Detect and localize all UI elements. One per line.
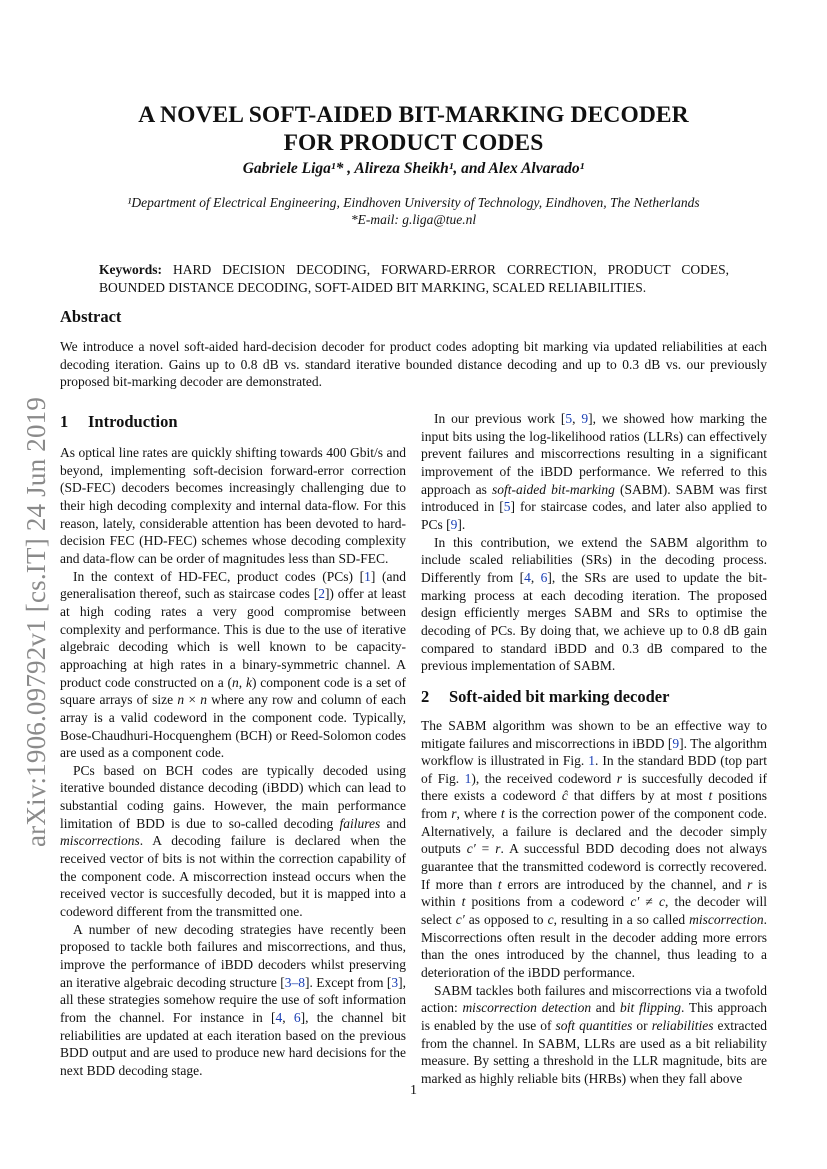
paper-title-line-1: A NOVEL SOFT-AIDED BIT-MARKING DECODER xyxy=(138,102,689,128)
abstract-heading: Abstract xyxy=(60,307,122,326)
keywords-text: HARD DECISION DECODING, FORWARD-ERROR CORRECTION, PRODUCT CODES, BOUNDED DISTANCE DECODING, SOFT-AIDED BIT MARKING, SCALED RELIABILITIES. xyxy=(99,262,729,295)
paragraph: SABM tackles both failures and miscorrections via a twofold action: miscorrection detection and bit flipping. This approach is enabled by the use of soft quantities or reliabilities extracted from the channel. In SABM, LLRs are used as a bit reliability measure. By setting a threshold in the LLR magnitude, bits are marked as highly reliable bits (HRBs) when they fall above xyxy=(421,982,767,1086)
arxiv-stamp-text: arXiv:1906.09792v1 [cs.IT] 24 Jun 2019 xyxy=(21,396,51,847)
arxiv-identifier-stamp xyxy=(10,380,56,850)
section-number: 2 xyxy=(421,686,430,706)
paragraph: A number of new decoding strategies have recently been proposed to tackle both failures and miscorrections, and thus, improve the performance of iBDD decoders whilst preserving an iterative algebraic decoding structure [3–8]. Except from [3], all these strategies somehow require the use of soft information from the channel. For instance in [4, 6], the channel bit reliabilities are updated at each iteration based on the previous BDD output and are used to produce new hard decisions for the next BDD decoding stage. xyxy=(60,921,406,1078)
paragraph: The SABM algorithm was shown to be an effective way to mitigate failures and miscorrections in iBDD [9]. The algorithm workflow is illustrated in Fig. 1. In the standard BDD (top part of Fig. 1), the received codeword r is succesfully decoded if there exists a codeword ĉ that differs by at most t positions from r, where t is the correction power of the component code. Alternatively, a failure is declared and the decoder simply outputs c′ = r. A successful BDD decoding does not always guarantee that the transmitted codeword is correctly recovered. If more than t errors are introduced by the channel, and r is within t positions from a codeword c′ ≠ c, the decoder will select c′ as opposed to c, resulting in a so called miscorrection. Miscorrections often result in the decoder adding more errors than the ones introduced by the channel, thus leading to a deterioration of the iBDD performance. xyxy=(421,717,768,981)
paragraph: In our previous work [5, 9], we showed how marking the input bits using the log-likelihood ratios (LLRs) can effectively prevent failures and miscorrections resulting in a significant improvement of the iBDD performance. We referred to this approach as soft-aided bit-marking (SABM). SABM was first introduced in [5] for staircase codes, and later also applied to PCs [9]. xyxy=(421,411,768,532)
paragraph: In this contribution, we extend the SABM algorithm to include scaled reliabilities (SRs) in the decoding process. Differently from [4, 6], the SRs are used to update the bit-marking process at each decoding iteration. The proposed design efficiently merges SABM and SRs to optimise the decoding of PCs. By doing that, we achieve up to 0.8 dB gain compared to standard iBDD and 0.3 dB compared to the previous implementation of SABM. xyxy=(421,534,767,674)
paper-title-line-2: FOR PRODUCT CODES xyxy=(283,130,544,156)
paragraph: As optical line rates are quickly shifting towards 400 Gbit/s and beyond, implementing soft-decision forward-error correction (SD-FEC) decoders becomes increasingly challenging due to their high decoding complexity and internal data-flow. For this reason, lately, considerable attention has been devoted to hard-decision FEC (HD-FEC) schemes whose decoding complexity and data-flow can be order of magnitudes less than SD-FEC. xyxy=(60,445,406,566)
paragraph: PCs based on BCH codes are typically decoded using iterative bounded distance decoding (iBDD) which can lead to substantial coding gains. However, the main performance limitation of BDD is due to so-called decoding failures and miscorrections. A decoding failure is declared when the received vector of bits is not within the correction capability of the component code. A miscorrection instead occurs when the received vector is succesfully decoded, but it is mapped into a codeword different from the transmitted one. xyxy=(60,762,406,920)
affiliation: ¹Department of Electrical Engineering, Eindhoven University of Technology, Eindhoven, The Netherlands xyxy=(127,195,700,210)
keywords-block xyxy=(99,261,729,297)
right-column xyxy=(421,410,767,1088)
abstract-body: We introduce a novel soft-aided hard-decision decoder for product codes adopting bit marking via updated reliabilities at each decoding iteration. Gains up to 0.8 dB vs. standard iterative bounded distance decoding and up to 0.3 dB vs. our previously proposed bit-marking decoder are demonstrated. xyxy=(60,339,767,389)
corresponding-email: *E-mail: g.liga@tue.nl xyxy=(350,212,477,227)
author-list: Gabriele Liga¹* , Alireza Sheikh¹, and Alex Alvarado¹ xyxy=(242,160,585,177)
keywords-label: Keywords: xyxy=(99,262,162,277)
section-title: Introduction xyxy=(88,412,178,431)
section-title: Soft-aided bit marking decoder xyxy=(449,686,670,706)
section-heading-introduction xyxy=(60,412,406,432)
left-column xyxy=(60,410,406,1080)
paragraph: In the context of HD-FEC, product codes (PCs) [1] (and generalisation thereof, such as staircase codes [2]) offer at least at high coding rates a very good compromise between complexity and performance. This is due to the use of iterative algebraic decoding which is well known to be capacity-approaching at high rates in a binary-symmetric channel. A product code constructed on a (n, k) component code is a set of square arrays of size n × n where any row and column of each array is a valid codeword in the component code. Typically, Bose-Chaudhuri-Hocquenghem (BCH) or Reed-Solomon codes are used as a component code. xyxy=(60,568,407,761)
section-heading-sabm-decoder xyxy=(421,687,767,707)
page-number: 1 xyxy=(410,1083,417,1098)
section-number: 1 xyxy=(60,412,69,431)
